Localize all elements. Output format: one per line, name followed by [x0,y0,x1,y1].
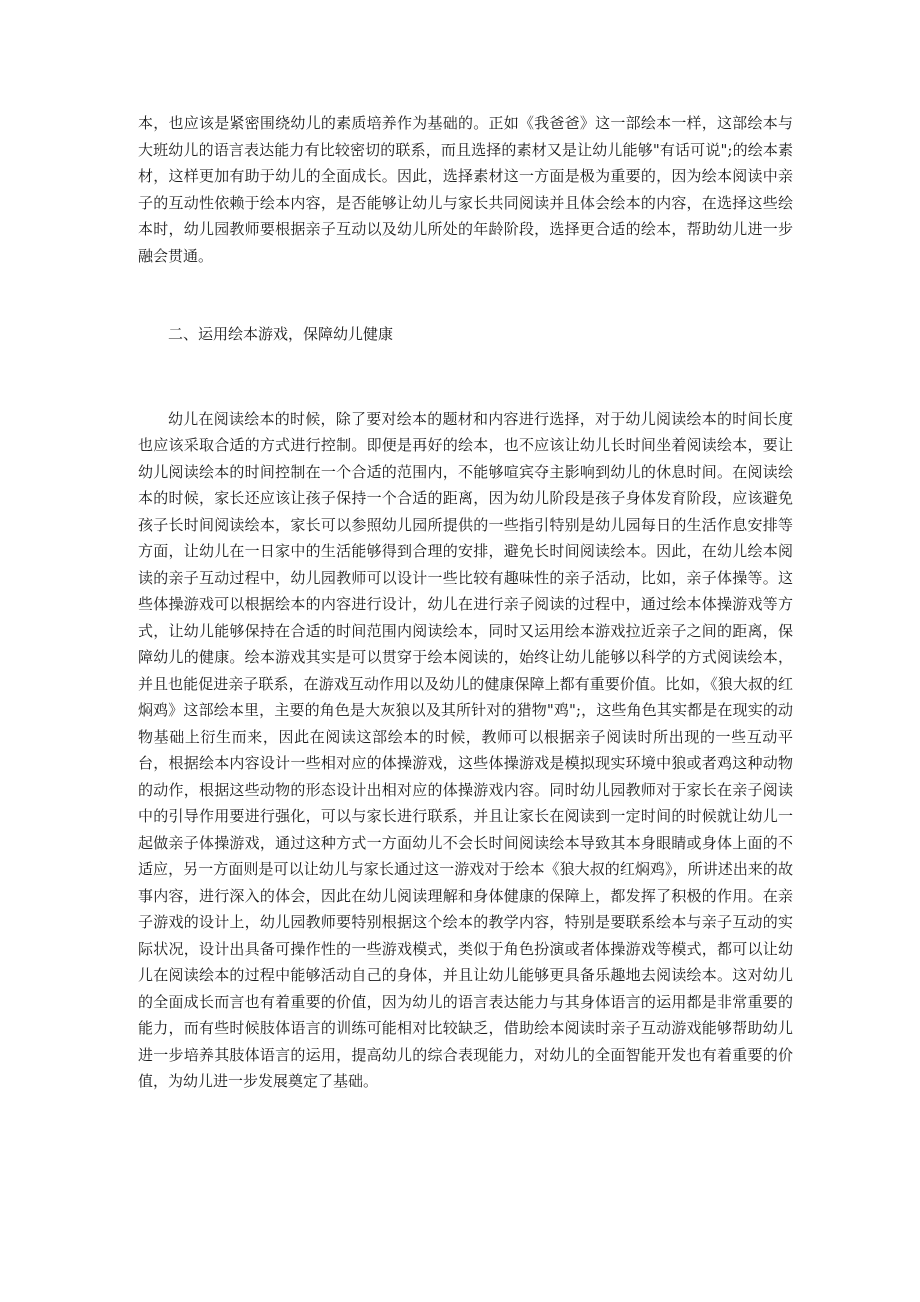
section-heading: 二、运用绘本游戏，保障幼儿健康 [168,325,394,343]
document-page [138,110,793,1095]
intro-paragraph: 本，也应该是紧密围绕幼儿的素质培养作为基础的。正如《我爸爸》这一部绘本一样，这部绘本与大班幼儿的语言表达能力有比较密切的联系，而且选择的素材又是让幼儿能够"有话可说";的绘本素材，这样更加有助于幼儿的全面成长。因此，选择素材这一方面是极为重要的，因为绘本阅读中亲子的互动性依赖于绘本内容，是否能够让幼儿与家长共同阅读并且体会绘本的内容，在选择这些绘本时，幼儿园教师要根据亲子互动以及幼儿所处的年龄阶段，选择更合适的绘本，帮助幼儿进一步融会贯通。 [138,114,793,265]
spacer [138,348,793,406]
section-body-paragraph: 幼儿在阅读绘本的时候，除了要对绘本的题材和内容进行选择，对于幼儿阅读绘本的时间长度也应该采取合适的方式进行控制。即便是再好的绘本，也不应该让幼儿长时间坐着阅读绘本，要让幼儿阅读绘本的时间控制在一个合适的范围内，不能够喧宾夺主影响到幼儿的休息时间。在阅读绘本的时候，家长还应该让孩子保持一个合适的距离，因为幼儿阶段是孩子身体发育阶段，应该避免孩子长时间阅读绘本，家长可以参照幼儿园所提供的一些指引特别是幼儿园每日的生活作息安排等方面，让幼儿在一日家中的生活能够得到合理的安排，避免长时间阅读绘本。因此，在幼儿绘本阅读的亲子互动过程中，幼儿园教师可以设计一些比较有趣味性的亲子活动，比如，亲子体操等。这些体操游戏可以根据绘本的内容进行设计，幼儿在进行亲子阅读的过程中，通过绘本体操游戏等方式，让幼儿能够保持在合适的时间范围内阅读绘本，同时又运用绘本游戏拉近亲子之间的距离，保障幼儿的健康。绘本游戏其实是可以贯穿于绘本阅读的，始终让幼儿能够以科学的方式阅读绘本，并且也能促进亲子联系，在游戏互动作用以及幼儿的健康保障上都有重要价值。比如，《狼大叔的红焖鸡》这部绘本里，主要的角色是大灰狼以及其所针对的猎物"鸡";，这些角色其实都是在现实的动物基础上衍生而来，因此在阅读这部绘本的时候，教师可以根据亲子阅读时所出现的一些互动平台，根据绘本内容设计一些相对应的体操游戏，这些体操游戏是模拟现实环境中狼或者鸡这种动物的动作，根据这些动物的形态设计出相对应的体操游戏内容。同时幼儿园教师对于家长在亲子阅读中的引导作用要进行强化，可以与家长进行联系，并且让家长在阅读到一定时间的时候就让幼儿一起做亲子体操游戏，通过这种方式一方面幼儿不会长时间阅读绘本导致其本身眼睛或身体上面的不适应，另一方面则是可以让幼儿与家长通过这一游戏对于绘本《狼大叔的红焖鸡》，所讲述出来的故事内容，进行深入的体会，因此在幼儿阅读理解和身体健康的保障上，都发挥了积极的作用。在亲子游戏的设计上，幼儿园教师要特别根据这个绘本的教学内容，特别是要联系绘本与亲子互动的实际状况，设计出具备可操作性的一些游戏模式，类似于角色扮演或者体操游戏等模式，都可以让幼儿在阅读绘本的过程中能够活动自己的身体，并且让幼儿能够更具备乐趣地去阅读绘本。这对幼儿的全面成长而言也有着重要的价值，因为幼儿的语言表达能力与其身体语言的运用都是非常重要的能力，而有些时候肢体语言的训练可能相对比较缺乏，借助绘本阅读时亲子互动游戏能够帮助幼儿进一步培养其肢体语言的运用，提高幼儿的综合表现能力，对幼儿的全面智能开发也有着重要的价值，为幼儿进一步发展奠定了基础。 [138,409,793,1090]
spacer [138,269,793,321]
